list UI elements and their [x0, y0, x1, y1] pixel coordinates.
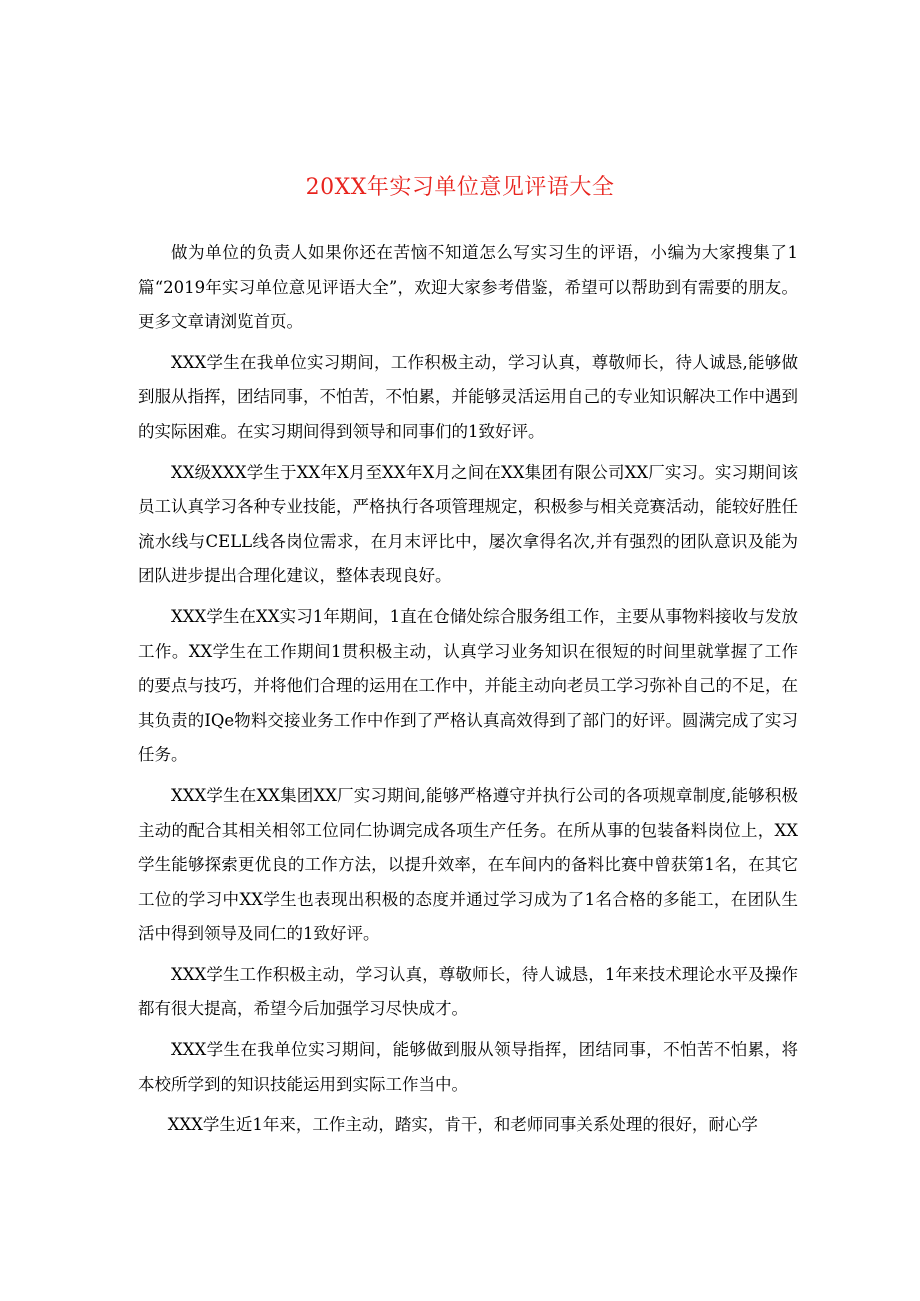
paragraph-comment-6: XXX学生在我单位实习期间，能够做到服从领导指挥，团结同事，不怕苦不怕累，将本校所学到的知识技能运用到实际工作当中。 [138, 1040, 798, 1094]
paragraph-comment-2: XX级XXX学生于XX年X月至XX年X月之间在XX集团有限公司XX厂实习。实习期间该员工认真学习各种专业技能，严格执行各项管理规定，积极参与相关竞赛活动，能较好胜任流水线与CELL线各岗位需求，在月末评比中，屡次拿得名次,并有强烈的团队意识及能为团队进步提出合理化建议，整体表现良好。 [138, 462, 798, 586]
paragraph-comment-7: XXX学生近1年来，工作主动，踏实，肯干，和老师同事关系处理的很好，耐心学 [167, 1115, 758, 1135]
paragraph-comment-1: XXX学生在我单位实习期间，工作积极主动，学习认真，尊敬师长，待人诚恳,能够做到服从指挥，团结同事，不怕苦，不怕累，并能够灵活运用自己的专业知识解决工作中遇到的实际困难。在实习期间得到领导和同事们的1致好评。 [138, 352, 798, 441]
paragraph-comment-5: XXX学生工作积极主动，学习认真，尊敬师长，待人诚恳，1年来技术理论水平及操作都有很大提高，希望今后加强学习尽快成才。 [138, 964, 798, 1019]
paragraph-comment-4: XXX学生在XX集团XX厂实习期间,能够严格遵守并执行公司的各项规章制度,能够积极主动的配合其相关相邻工位同仁协调完成各项生产任务。在所从事的包装备料岗位上，XX学生能够探索更优良的工作方法，以提升效率，在车间内的备料比赛中曾获第1名，在其它工位的学习中XX学生也表现出积极的态度并通过学习成为了1名合格的多能工，在团队生活中得到领导及同仁的1致好评。 [138, 785, 798, 944]
paragraph-intro: 做为单位的负责人如果你还在苦恼不知道怎么写实习生的评语，小编为大家搜集了1篇“2019年实习单位意见评语大全”，欢迎大家参考借鉴，希望可以帮助到有需要的朋友。更多文章请浏览首页。 [138, 243, 798, 332]
paragraph-comment-3: XXX学生在XX实习1年期间，1直在仓储处综合服务组工作，主要从事物料接收与发放工作。XX学生在工作期间1贯积极主动，认真学习业务知识在很短的时间里就掌握了工作的要点与技巧，并将他们合理的运用在工作中，并能主动向老员工学习弥补自己的不足，在其负责的IQe物料交接业务工作中作到了严格认真高效得到了部门的好评。圆满完成了实习任务。 [138, 606, 798, 765]
document-body [138, 236, 798, 1149]
document-title: 20XX年实习单位意见评语大全 [305, 175, 615, 200]
